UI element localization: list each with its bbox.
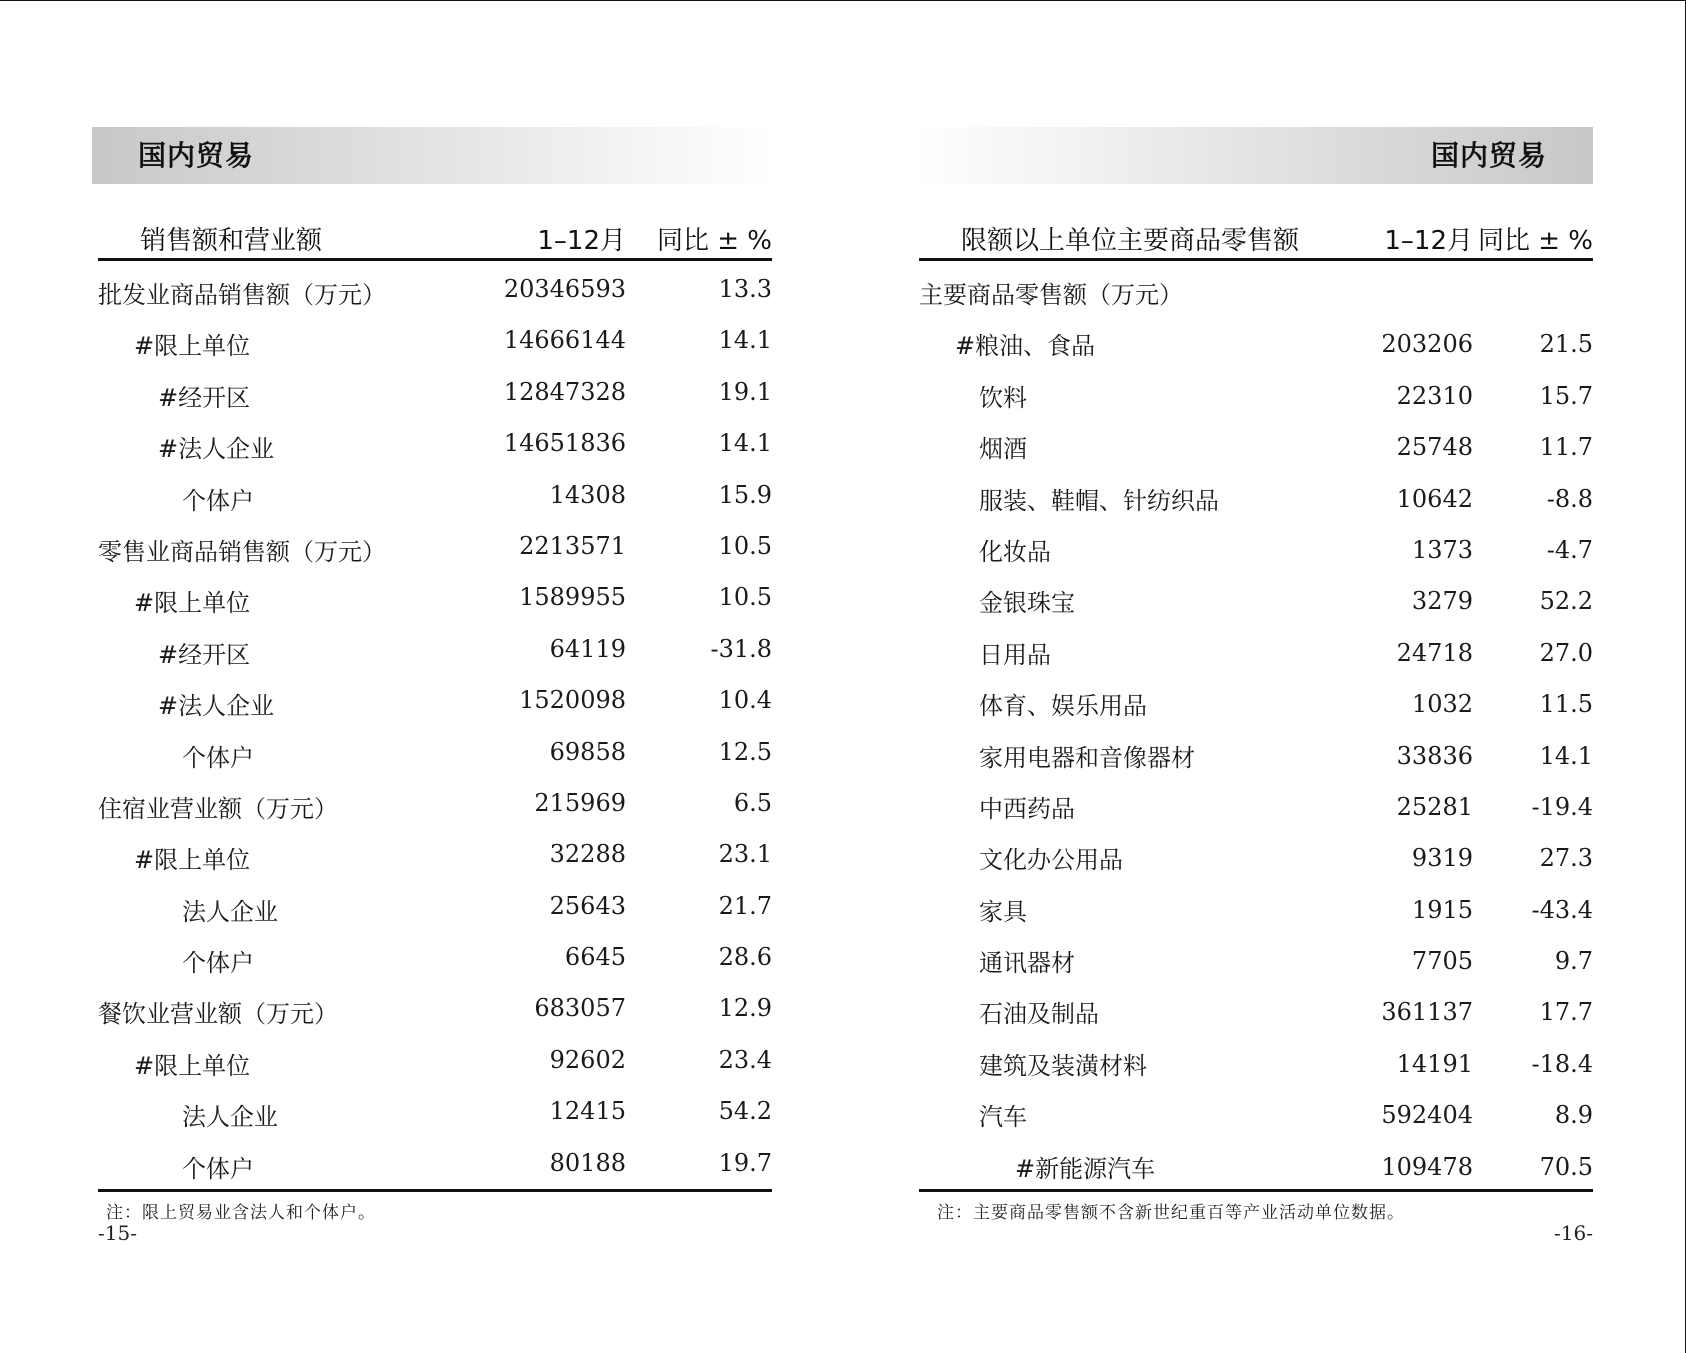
row-yoy: 21.7	[718, 891, 772, 920]
table-row	[919, 884, 1593, 935]
row-yoy: 14.1	[1539, 741, 1593, 770]
table-row	[98, 678, 772, 729]
row-value: 33836	[1396, 741, 1473, 770]
section-title: 国内贸易	[138, 139, 255, 172]
row-yoy: 17.7	[1539, 998, 1593, 1027]
row-yoy: 12.5	[718, 737, 772, 766]
row-yoy: 14.1	[718, 326, 772, 355]
row-value: 215969	[534, 788, 626, 817]
row-value: 361137	[1381, 998, 1473, 1027]
table-row	[919, 986, 1593, 1037]
table-row	[98, 935, 772, 986]
row-label: 服装、鞋帽、针纺织品	[979, 486, 1219, 515]
header-item: 销售额和营业额	[140, 226, 323, 256]
row-label: 汽车	[979, 1103, 1027, 1132]
row-yoy: 52.2	[1539, 587, 1593, 616]
row-label: 法人企业	[182, 1103, 278, 1132]
row-value: 64119	[549, 634, 626, 663]
row-label: #经开区	[158, 640, 251, 669]
header-yoy: 同比 ± %	[1477, 226, 1593, 256]
table-row	[919, 1141, 1593, 1192]
row-value: 12847328	[503, 377, 626, 406]
row-yoy: 19.7	[718, 1148, 772, 1177]
page-left	[92, 0, 772, 1353]
row-value: 7705	[1411, 947, 1473, 976]
table-row	[919, 267, 1593, 318]
row-yoy: 23.1	[718, 840, 772, 869]
row-value: 25748	[1396, 433, 1473, 462]
row-label: 零售业商品销售额（万元）	[98, 537, 386, 566]
row-label: 餐饮业营业额（万元）	[98, 1000, 338, 1029]
row-value: 14308	[549, 480, 626, 509]
header-yoy: 同比 ± %	[656, 226, 772, 256]
table-row	[919, 524, 1593, 575]
row-value: 22310	[1396, 381, 1473, 410]
row-value: 14191	[1396, 1049, 1473, 1078]
row-label: 饮料	[979, 383, 1027, 412]
row-yoy: 13.3	[718, 275, 772, 303]
row-value: 69858	[549, 737, 626, 766]
table-row	[98, 986, 772, 1037]
table-row	[919, 730, 1593, 781]
row-label: 家用电器和音像器材	[979, 743, 1195, 772]
row-value: 14666144	[503, 326, 626, 355]
retail-table-body	[919, 267, 1593, 1192]
table-row	[98, 421, 772, 472]
table-header	[98, 214, 772, 254]
table-row	[98, 473, 772, 524]
row-yoy: 12.9	[718, 994, 772, 1023]
table-row	[98, 627, 772, 678]
row-value: 2213571	[519, 531, 626, 560]
row-value: 3279	[1411, 587, 1473, 616]
row-yoy: 9.7	[1554, 947, 1593, 976]
row-label: 日用品	[979, 640, 1051, 669]
row-yoy: 70.5	[1539, 1152, 1593, 1181]
table-row	[919, 1089, 1593, 1140]
row-yoy: 8.9	[1554, 1101, 1593, 1130]
row-value: 1032	[1411, 690, 1473, 719]
section-banner	[92, 127, 772, 184]
row-yoy: 14.1	[718, 429, 772, 458]
row-yoy: -8.8	[1546, 484, 1593, 513]
row-value: 203206	[1381, 330, 1473, 359]
row-label: 石油及制品	[979, 1000, 1099, 1029]
row-label: 个体户	[182, 486, 254, 515]
table-row	[98, 884, 772, 935]
row-value: 1520098	[519, 686, 626, 715]
row-value: 1589955	[519, 583, 626, 612]
row-label: 个体户	[182, 1154, 254, 1183]
row-label: #限上单位	[134, 589, 251, 618]
row-value: 592404	[1381, 1101, 1473, 1130]
page-number: -16-	[1554, 1221, 1593, 1245]
sales-table-body	[98, 267, 772, 1192]
row-value: 12415	[549, 1097, 626, 1126]
row-yoy: 11.7	[1539, 433, 1593, 462]
row-value: 683057	[534, 994, 626, 1023]
row-yoy: -19.4	[1531, 792, 1593, 821]
row-label: 中西药品	[979, 794, 1075, 823]
row-value: 92602	[549, 1045, 626, 1074]
table-row	[98, 524, 772, 575]
row-label: 批发业商品销售额（万元）	[98, 281, 386, 309]
row-label: 体育、娱乐用品	[979, 692, 1147, 721]
table-row	[98, 832, 772, 883]
table-row	[919, 370, 1593, 421]
header-period: 1–12月	[537, 226, 626, 256]
row-yoy: 27.0	[1539, 638, 1593, 667]
row-yoy: 28.6	[718, 943, 772, 972]
table-row	[98, 318, 772, 369]
row-label: 烟酒	[979, 435, 1027, 464]
row-label: #粮油、食品	[955, 332, 1096, 361]
row-label: #经开区	[158, 383, 251, 412]
page-number: -15-	[98, 1221, 137, 1245]
table-row	[98, 575, 772, 626]
row-label: #限上单位	[134, 332, 251, 361]
row-label: #限上单位	[134, 1051, 251, 1080]
table-row	[98, 1089, 772, 1140]
row-yoy: 11.5	[1539, 690, 1593, 719]
table-row	[98, 1141, 772, 1192]
table-row	[98, 1038, 772, 1089]
section-title: 国内贸易	[1430, 139, 1547, 172]
row-value: 10642	[1396, 484, 1473, 513]
row-yoy: 23.4	[718, 1045, 772, 1074]
row-label: 文化办公用品	[979, 846, 1123, 875]
row-label: 建筑及装潢材料	[979, 1051, 1147, 1080]
row-yoy: 10.5	[718, 531, 772, 560]
table-rule-bottom	[919, 1189, 1593, 1192]
row-value: 1373	[1411, 535, 1473, 564]
footnote: 注：限上贸易业含法人和个体户。	[106, 1203, 376, 1223]
row-label: 家具	[979, 897, 1027, 926]
table-row	[98, 370, 772, 421]
row-yoy: 10.5	[718, 583, 772, 612]
row-yoy: 19.1	[718, 377, 772, 406]
row-label: 住宿业营业额（万元）	[98, 794, 338, 823]
row-yoy: -43.4	[1531, 895, 1593, 924]
row-yoy: 15.7	[1539, 381, 1593, 410]
row-yoy: 10.4	[718, 686, 772, 715]
row-value: 80188	[549, 1148, 626, 1177]
row-value: 32288	[549, 840, 626, 869]
row-label: #限上单位	[134, 846, 251, 875]
table-rule-bottom	[98, 1189, 772, 1192]
row-value: 14651836	[503, 429, 626, 458]
row-label: #法人企业	[158, 692, 275, 721]
table-row	[98, 781, 772, 832]
row-value: 25643	[549, 891, 626, 920]
table-row	[919, 575, 1593, 626]
table-row	[919, 318, 1593, 369]
row-label: 个体户	[182, 949, 254, 978]
row-yoy: 27.3	[1539, 844, 1593, 873]
table-row	[98, 730, 772, 781]
header-item: 限额以上单位主要商品零售额	[961, 226, 1300, 256]
row-label: 法人企业	[182, 897, 278, 926]
row-label: 主要商品零售额（万元）	[919, 281, 1183, 309]
row-yoy: -4.7	[1546, 535, 1593, 564]
row-yoy: 21.5	[1539, 330, 1593, 359]
row-label: 化妆品	[979, 537, 1051, 566]
row-label: #法人企业	[158, 435, 275, 464]
footnote: 注：主要商品零售额不含新世纪重百等产业活动单位数据。	[937, 1203, 1405, 1223]
table-row	[98, 267, 772, 318]
row-yoy: 15.9	[718, 480, 772, 509]
table-rule-top	[98, 258, 772, 261]
row-label: 金银珠宝	[979, 589, 1075, 618]
row-yoy: 6.5	[733, 788, 772, 817]
table-row	[919, 781, 1593, 832]
table-row	[919, 935, 1593, 986]
table-rule-top	[919, 258, 1593, 261]
table-row	[919, 473, 1593, 524]
row-value: 6645	[564, 943, 626, 972]
table-row	[919, 832, 1593, 883]
row-yoy: -18.4	[1531, 1049, 1593, 1078]
table-row	[919, 627, 1593, 678]
row-value: 25281	[1396, 792, 1473, 821]
header-period: 1–12月	[1384, 226, 1473, 256]
row-label: 通讯器材	[979, 949, 1075, 978]
row-value: 20346593	[503, 275, 626, 303]
table-header	[919, 214, 1593, 254]
row-value: 109478	[1381, 1152, 1473, 1181]
section-banner	[913, 127, 1593, 184]
row-label: #新能源汽车	[1015, 1154, 1156, 1183]
page-right	[913, 0, 1593, 1353]
row-yoy: 54.2	[718, 1097, 772, 1126]
table-row	[919, 1038, 1593, 1089]
table-row	[919, 421, 1593, 472]
table-row	[919, 678, 1593, 729]
row-yoy: -31.8	[710, 634, 772, 663]
row-label: 个体户	[182, 743, 254, 772]
row-value: 1915	[1411, 895, 1473, 924]
row-value: 24718	[1396, 638, 1473, 667]
row-value: 9319	[1411, 844, 1473, 873]
